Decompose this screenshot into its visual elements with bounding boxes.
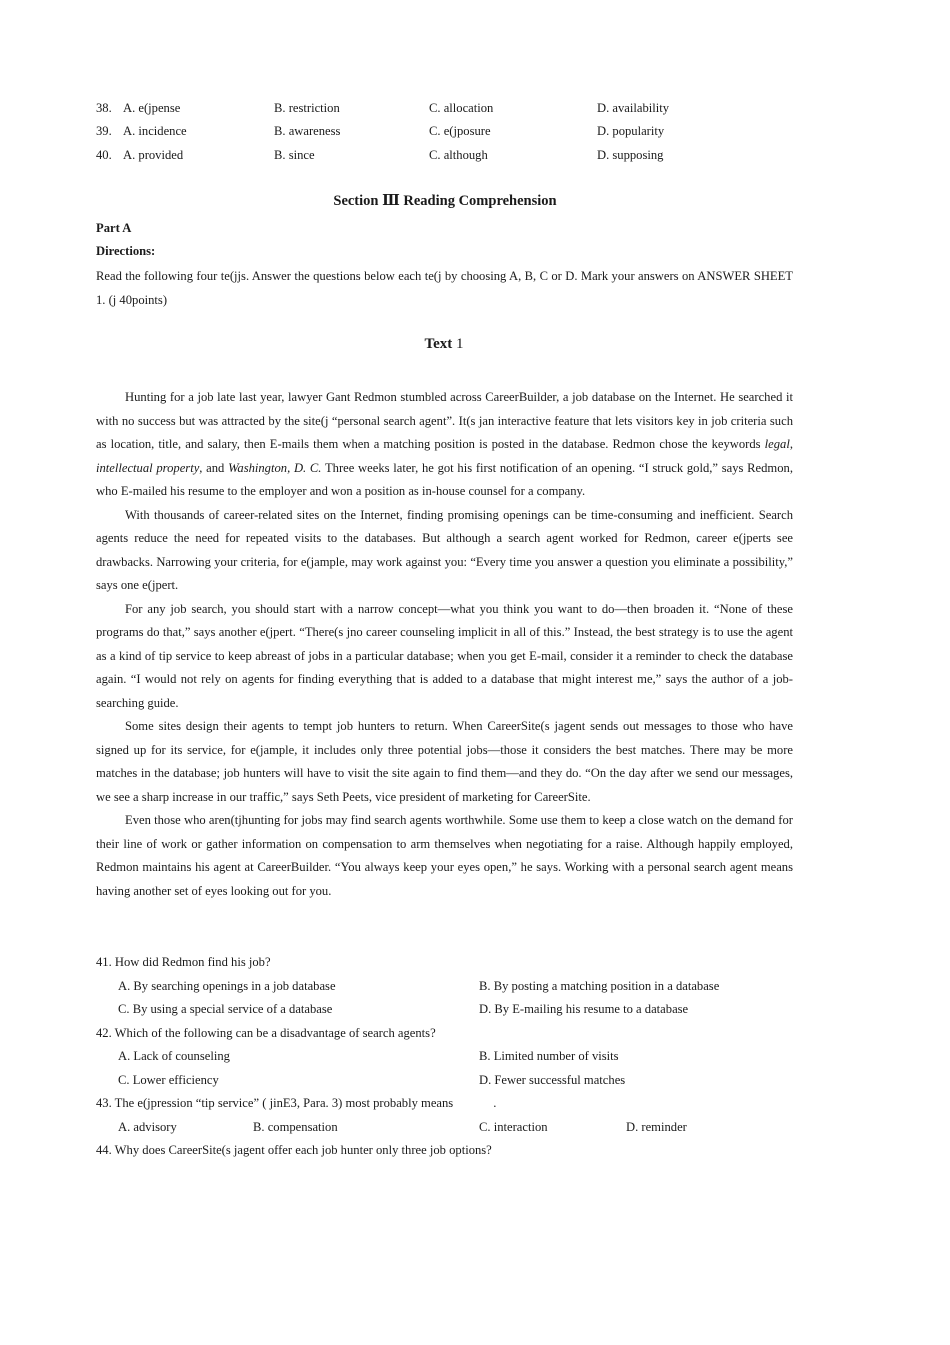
option-b: B. restriction xyxy=(274,101,340,115)
question-42: 42. Which of the following can be a disadvantage of search agents? xyxy=(96,1025,436,1040)
question-text: 43. The e(jpression “tip service” ( jinE3, Para. 3) most probably means xyxy=(96,1096,454,1110)
option-a: A. e(jpense xyxy=(123,101,181,115)
option-a: A. advisory xyxy=(118,1119,177,1134)
option-a: A. provided xyxy=(123,148,184,162)
option-d: D. supposing xyxy=(597,148,664,162)
text-title xyxy=(0,334,888,354)
option-b: B. By posting a matching position in a database xyxy=(479,978,720,993)
keyword: intellectual property xyxy=(96,460,200,475)
paragraph-text: Three weeks later, he got his first notification of an opening. “I struck gold,” says Redmon, who E-mailed his resume to the employer and won a position as in-house counsel for a company. xyxy=(96,460,793,498)
option-d: D. availability xyxy=(597,101,670,115)
option-d: D. reminder xyxy=(626,1119,687,1134)
question-44: 44. Why does CareerSite(s jagent offer each job hunter only three job options? xyxy=(96,1143,492,1157)
keyword: Washington, D. C. xyxy=(228,460,322,475)
options-41-row1 xyxy=(96,975,793,999)
option-c: C. Lower efficiency xyxy=(118,1072,219,1087)
paragraph-4: Some sites design their agents to tempt job hunters to return. When CareerSite(s jagent sends out messages to those who have signed up for its service, for e(jample, it includes only three potential jobs—those it considers the best matches. There may be more matches in the database; job hunters will have to visit the site again to find them—and they do. “On the day after we send our messages, we see a sharp increase in our traffic,” says Seth Peets, vice president of marketing for CareerSite. xyxy=(96,719,793,804)
option-d: D. Fewer successful matches xyxy=(479,1072,626,1087)
text-title-number: 1 xyxy=(452,336,464,352)
separator: , and xyxy=(199,460,229,475)
option-c: C. allocation xyxy=(429,101,494,115)
paragraph-2: With thousands of career-related sites on the Internet, finding promising openings can be time-consuming and inefficient. Search agents reduce the need for repeated visits to the databases. But although a search agent worked for Redmon, career e(jperts see drawbacks. Narrowing your criteria, for e(jample, may work against you: “Every time you answer a question you eliminate a possibility,” says one e(jpert. xyxy=(96,507,793,592)
paragraph-text: Hunting for a job late last year, lawyer Gant Redmon stumbled across CareerBuilder, a job database on the Internet. He searched it with no success but was attracted by the site(j “personal search agent”. It(s jan interactive feature that lets visitors key in job criteria such as location, title, and salary, then E-mails them when a matching position is posted in the database. Redmon chose the keywords xyxy=(96,390,793,451)
question-43 xyxy=(96,1092,793,1116)
keyword: legal xyxy=(764,437,790,451)
option-b: B. compensation xyxy=(253,1119,338,1134)
section-title: Section Ⅲ Reading Comprehension xyxy=(333,193,557,209)
option-a: A. Lack of counseling xyxy=(118,1049,230,1063)
paragraph-1 xyxy=(96,386,793,504)
option-c: C. interaction xyxy=(479,1119,548,1134)
options-42-row1 xyxy=(96,1045,793,1069)
question-number: 40. xyxy=(96,148,112,162)
option-c: C. e(jposure xyxy=(429,124,491,138)
option-b: B. Limited number of visits xyxy=(479,1049,619,1063)
questions xyxy=(96,951,793,1163)
option-d: D. By E-mailing his resume to a database xyxy=(479,1002,689,1016)
directions-label: Directions: xyxy=(96,244,156,258)
option-d: D. popularity xyxy=(597,124,665,138)
part-label: Part A xyxy=(96,221,132,235)
paragraph-3: For any job search, you should start with a narrow concept—what you think you want to do—then broaden it. “None of these programs do that,” says another e(jpert. “There(s jno career counseling implicit in all of this.” Instead, the best strategy is to use the agent as a kind of tip service to keep abreast of jobs in a particular database; when you get E-mail, consider it a reminder to check the database again. “I would not rely on agents for finding everything that is added to a database that might interest me,” says the author of a job-searching guide. xyxy=(96,601,793,710)
reading-passage xyxy=(96,386,793,903)
option-a: A. incidence xyxy=(123,124,187,138)
option-b: B. awareness xyxy=(274,124,341,138)
option-a: A. By searching openings in a job database xyxy=(118,978,336,993)
question-number: 38. xyxy=(96,101,112,115)
question-number: 39. xyxy=(96,124,112,138)
options-41-row2 xyxy=(96,998,793,1022)
options-43 xyxy=(96,1116,793,1140)
text-title-word: Text xyxy=(424,336,453,352)
directions-text: Read the following four te(jjs. Answer the questions below each te(j by choosing A, B, C or D. Mark your answers on ANSWER SHEET 1. (j 40points) xyxy=(96,269,793,307)
option-b: B. since xyxy=(274,148,315,162)
question-end: . xyxy=(493,1096,497,1110)
question-41: 41. How did Redmon find his job? xyxy=(96,955,271,969)
options-42-row2 xyxy=(96,1069,793,1093)
paragraph-5: Even those who aren(tjhunting for jobs may find search agents worthwhile. Some use them to keep a close watch on the demand for their line of work or gather information on compensation to arm themselves when negotiating for a raise. Although happily employed, Redmon maintains his agent at CareerBuilder. “You always keep your eyes open,” he says. Working with a personal search agent means having another set of eyes looking out for you. xyxy=(96,813,793,898)
option-c: C. By using a special service of a database xyxy=(118,1002,333,1016)
option-c: C. although xyxy=(429,148,488,162)
separator: , xyxy=(789,437,793,451)
